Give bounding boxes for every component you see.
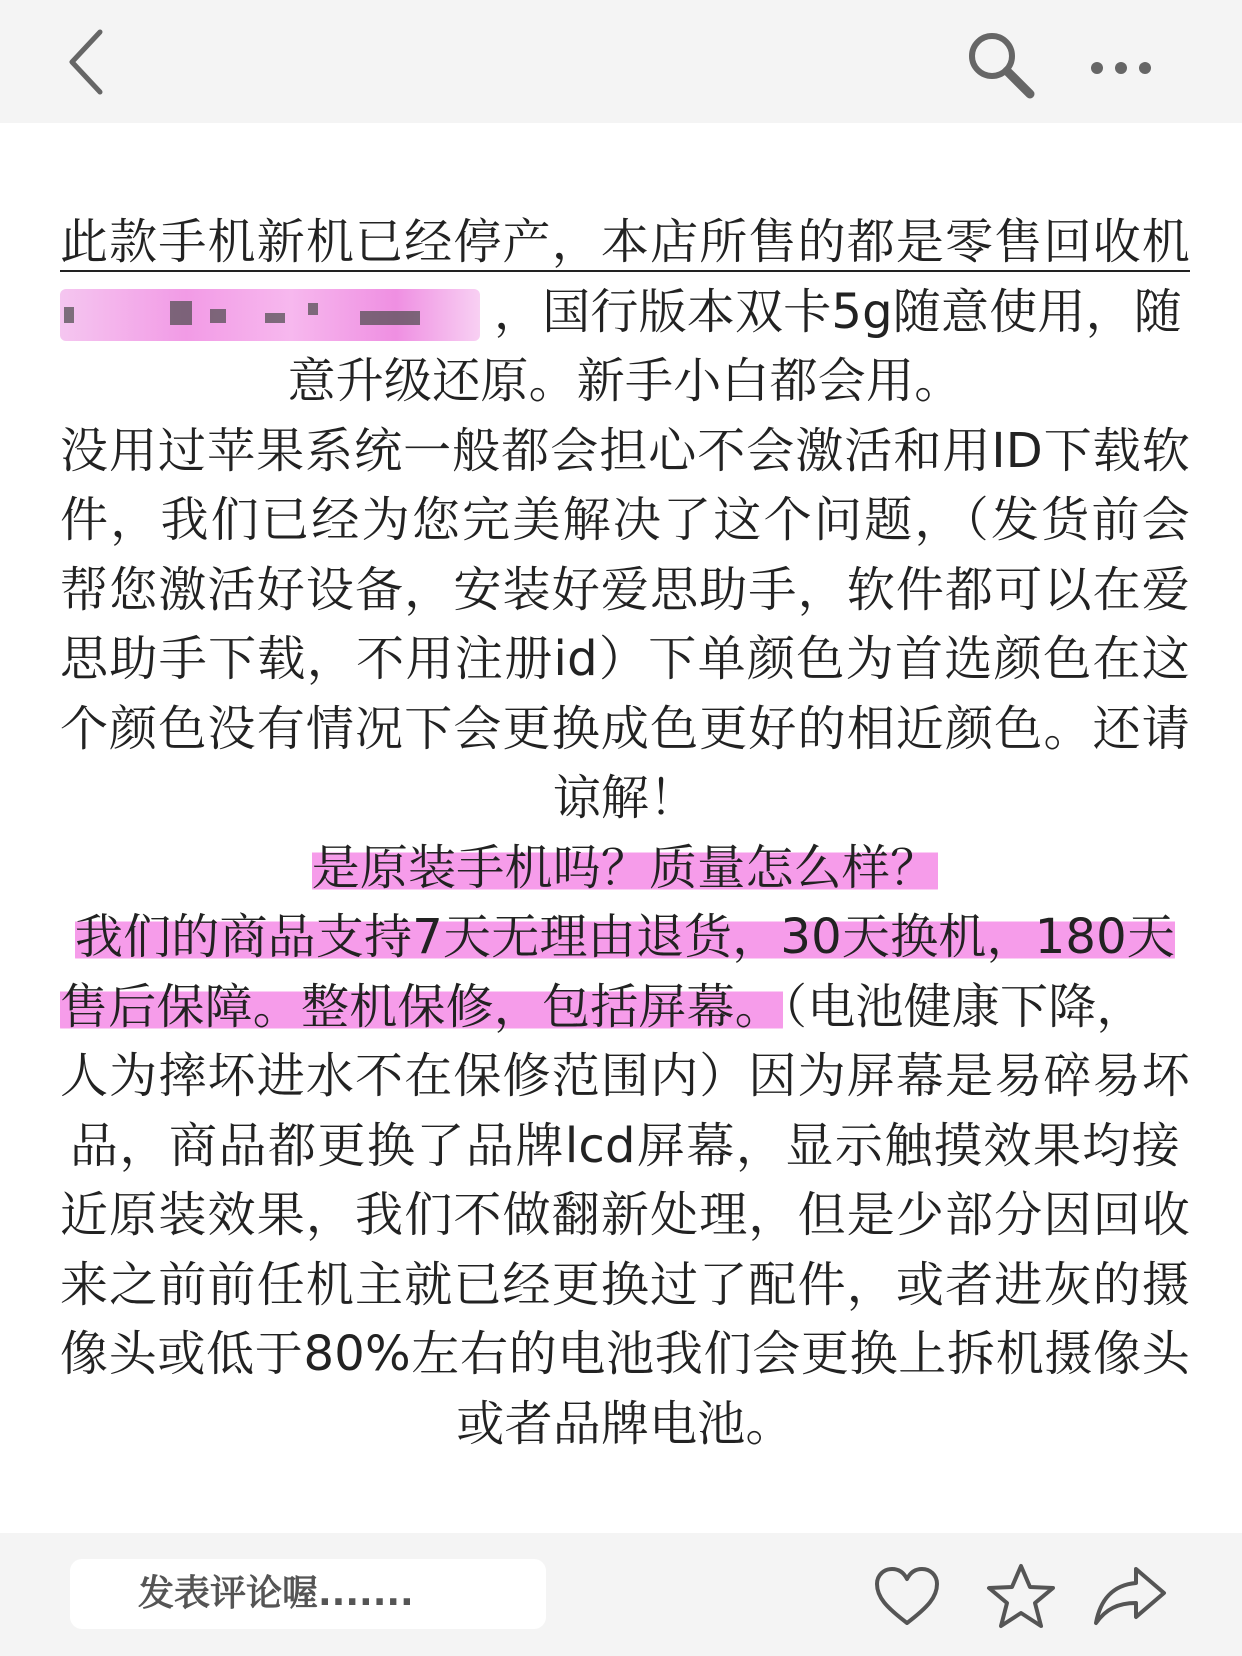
article-line (60, 1181, 1190, 1251)
article-line (60, 695, 1190, 765)
article-line (60, 278, 1190, 348)
article-line (60, 556, 1190, 626)
article-line (60, 1251, 1190, 1321)
article-line (60, 417, 1190, 487)
redacted-text-blur (60, 289, 480, 341)
article-text: 像头或低于80%左右的电池我们会更换上拆机摄像头 (60, 1326, 1190, 1382)
top-navigation-bar (0, 0, 1242, 123)
article-line (60, 1320, 1190, 1390)
article-text: 或者品牌电池。 (456, 1395, 794, 1452)
post-article (60, 208, 1190, 1459)
article-text: 来之前前任机主就已经更换过了配件，或者进灰的摄 (60, 1256, 1190, 1313)
article-line (60, 486, 1190, 556)
article-text: 谅解！ (552, 770, 698, 826)
chevron-left-icon[interactable] (62, 24, 132, 104)
article-text: 此款手机新机已经停产，本店所售的都是零售回收机 (60, 214, 1190, 270)
heart-icon[interactable] (872, 1565, 942, 1629)
article-text: （电池健康下降， (783, 978, 1145, 1035)
article-text: 人为摔坏进水不在保修范围内）因为屏幕是易碎易坏 (60, 1048, 1190, 1104)
bottom-action-bar (0, 1533, 1242, 1656)
comment-placeholder: 发表评论喔....... (138, 1573, 414, 1614)
article-line (60, 625, 1190, 695)
article-text: 思助手下载，不用注册id）下单颜色为首选颜色在这 (60, 631, 1190, 687)
article-line (60, 208, 1190, 278)
highlighted-question: 是原装手机吗？质量怎么样？ (311, 839, 939, 896)
article-text: 意升级还原。新手小白都会用。 (287, 353, 963, 409)
article-text: 帮您激活好设备，安装好爱思助手，软件都可以在爱 (60, 561, 1190, 618)
article-line (60, 1390, 1190, 1460)
article-line (60, 1112, 1190, 1182)
article-line (60, 973, 1190, 1043)
star-icon[interactable] (985, 1561, 1057, 1631)
article-text: 个颜色没有情况下会更换成色更好的相近颜色。还请 (60, 700, 1190, 757)
article-line (60, 347, 1190, 417)
search-icon[interactable] (962, 26, 1042, 106)
more-dots-icon[interactable] (1085, 40, 1165, 96)
article-text: 件，我们已经为您完美解决了这个问题，（发货前会 (60, 492, 1190, 548)
article-line (60, 764, 1190, 834)
post-content (0, 123, 1242, 1533)
article-text: ，国行版本双卡5g随意使用，随 (494, 283, 1183, 340)
article-line (60, 903, 1190, 973)
highlighted-text: 我们的商品支持7天无理由退货，30天换机，180天 (74, 909, 1176, 965)
article-text: 品，商品都更换了品牌lcd屏幕，显示触摸效果均接 (70, 1117, 1180, 1174)
article-line (60, 1042, 1190, 1112)
article-text: 没用过苹果系统一般都会担心不会激活和用ID下载软 (60, 422, 1190, 479)
share-arrow-icon[interactable] (1090, 1563, 1170, 1629)
article-text: 近原装效果，我们不做翻新处理，但是少部分因回收 (60, 1187, 1190, 1243)
highlighted-text: 售后保障。整机保修，包括屏幕。 (60, 978, 784, 1035)
comment-input[interactable] (70, 1559, 546, 1629)
article-line (60, 834, 1190, 904)
